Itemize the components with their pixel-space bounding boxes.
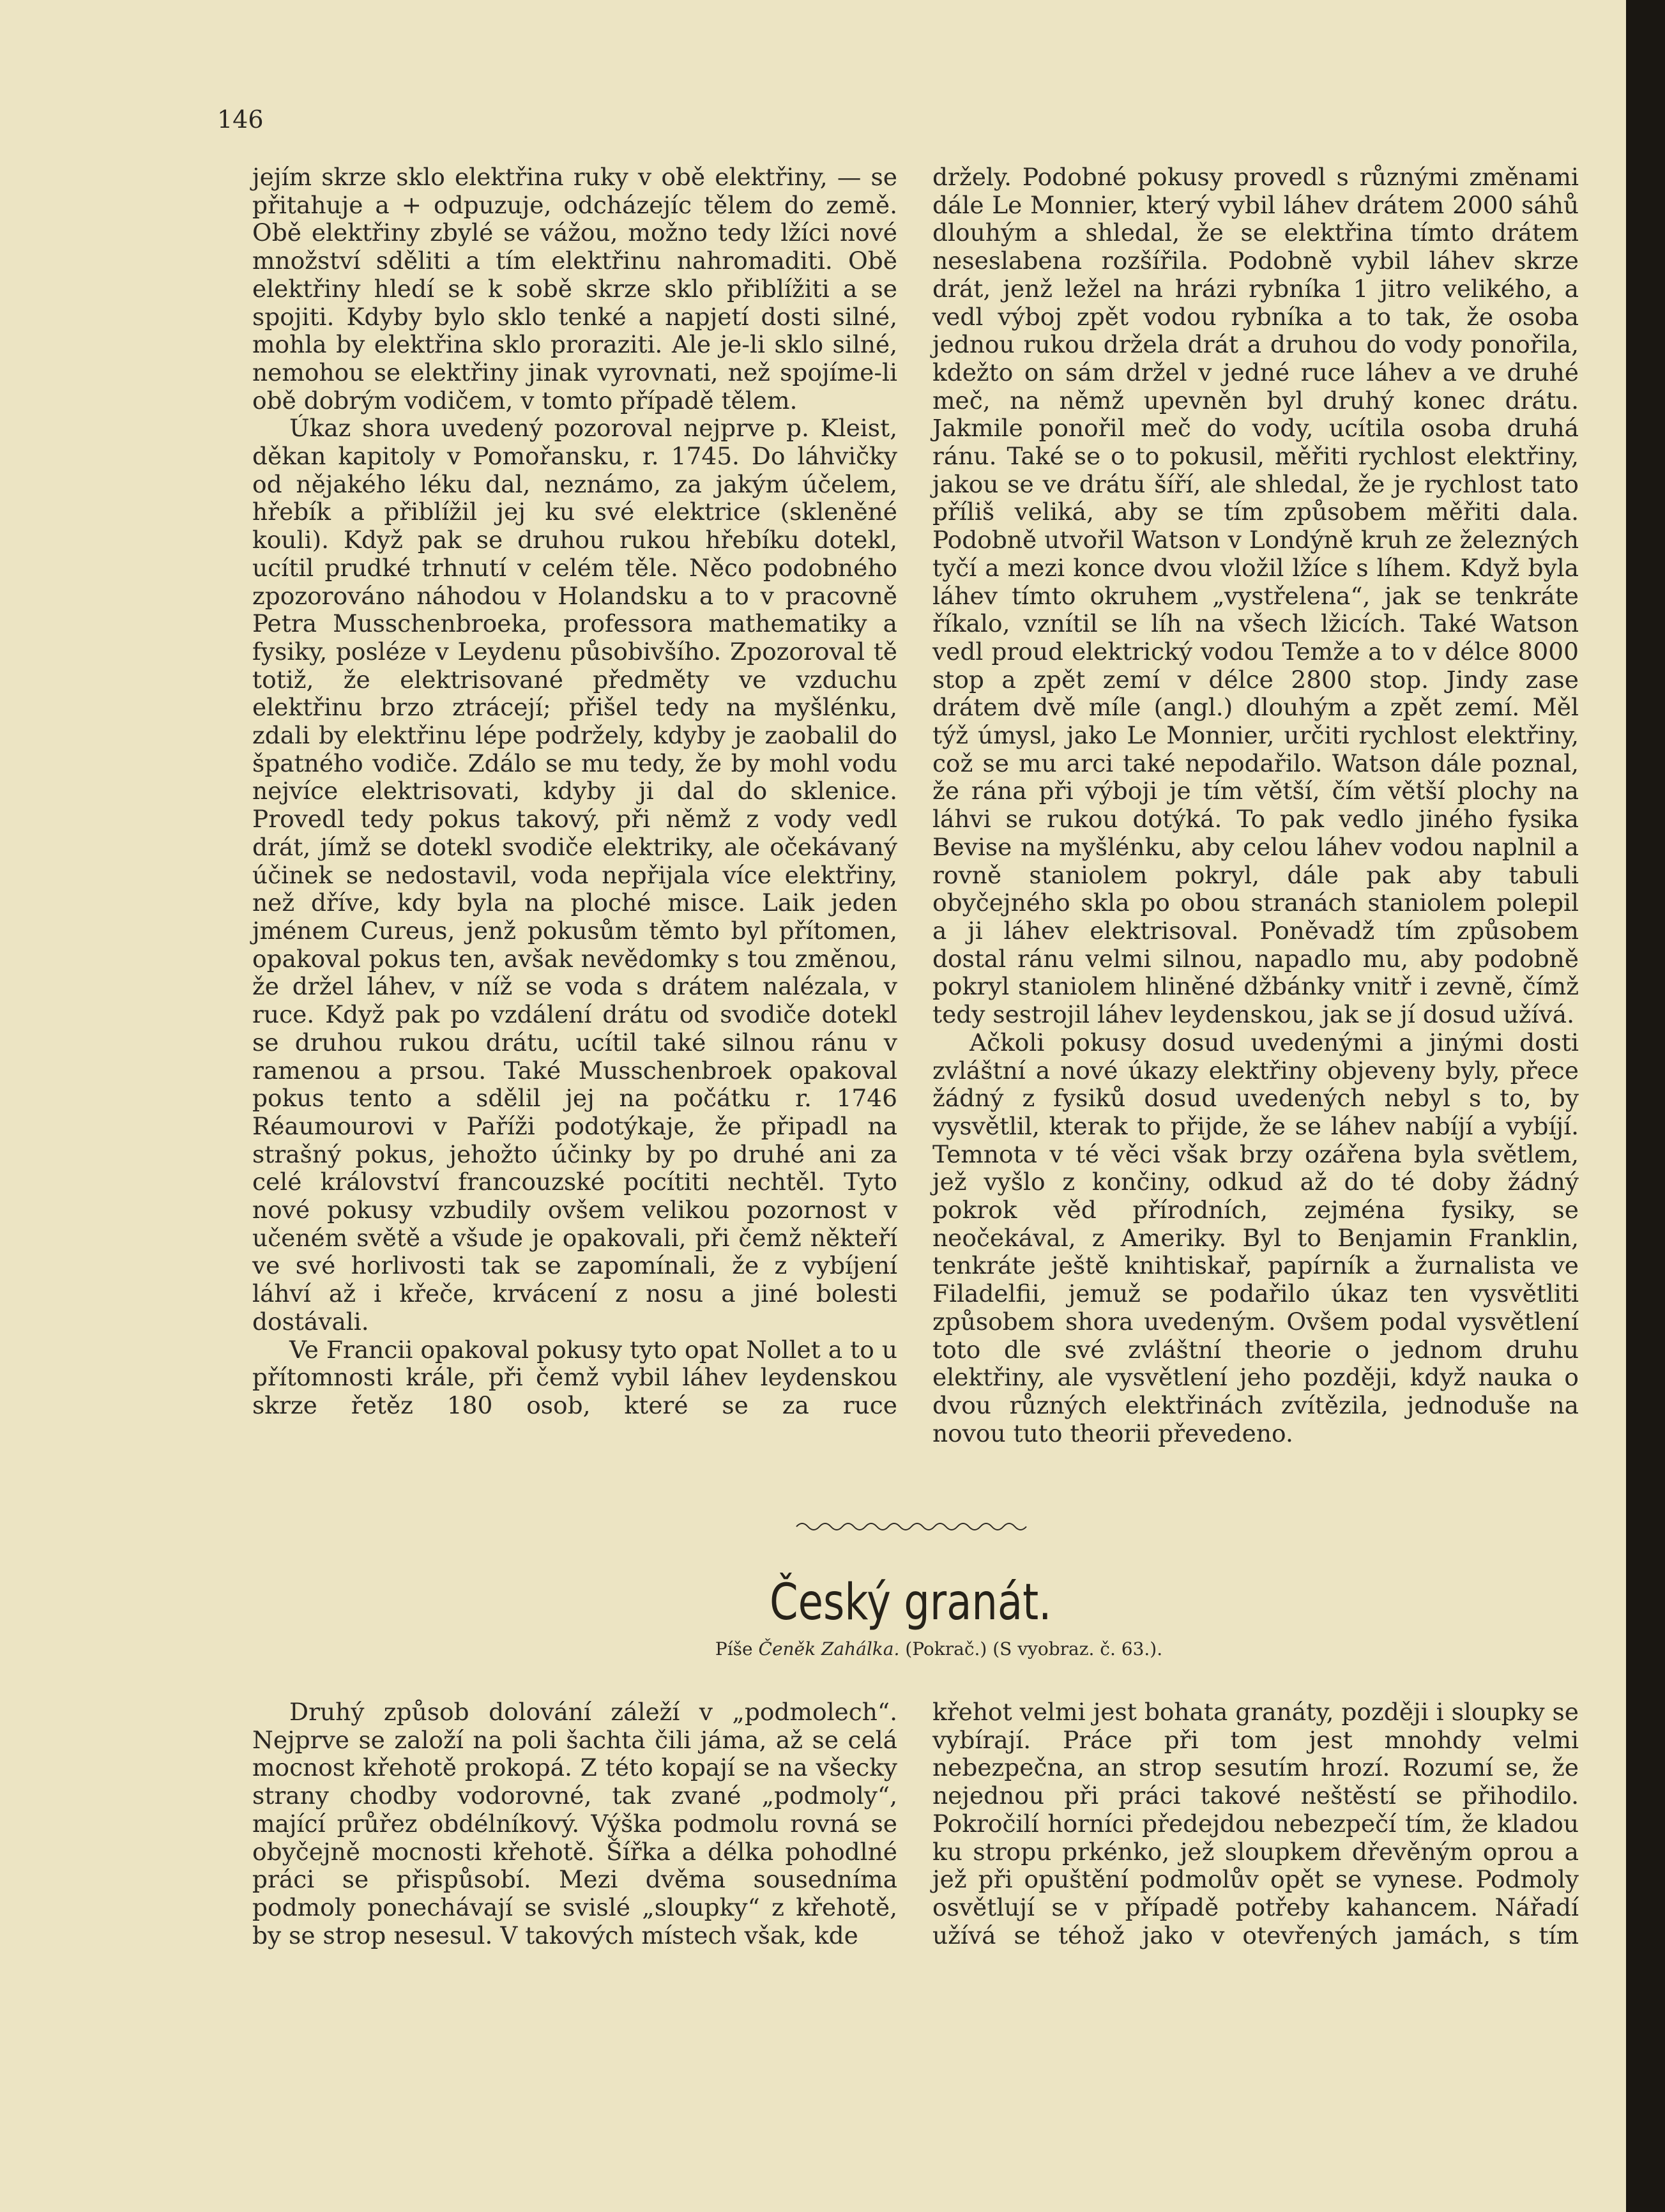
paragraph: Ačkoli pokusy dosud uvedenými a jinými dosti zvláštní a nové úkazy elektřiny objeveny byly, přece žádný z fysiků dosud uvedených nebyl s to, by vysvětlil, kterak to přijde, že se láhev nabíjí a vybíjí. Temnota v té věci však brzy ozářena byla světlem, jež vyšlo z končiny, odkud až do té doby žádný pokrok věd přírodních, zejména fysiky, se neočekával, z Ameriky. Byl to Benjamin Franklin, tenkráte ještě knihtiskař, papírník a žurnalista ve Filadelfii, jemuž se podařilo úkaz ten vysvětliti způsobem shora uvedeným. Ovšem podal vysvětlení toto dle své zvláštní theorie o jednom druhu elektřiny, ale vysvětlení jeho později, když nauka o dvou různých elektřinách zvítězila, jednoduše na novou tuto theorii převedeno. xyxy=(932,1028,1579,1447)
top-right-column xyxy=(932,164,1579,1447)
paragraph: držely. Podobné pokusy provedl s různými změnami dále Le Monnier, který vybil láhev drátem 2000 sáhů dlouhým a shledal, že se elektřina tímto drátem neseslabena rozšířila. Podobně vybil láhev skrze drát, jenž ležel na hrázi rybníka 1 jitro velikého, a vedl výboj zpět vodou rybníka a to tak, že osoba jednou rukou držela drát a druhou do vody ponořila, kdežto on sám držel v jedné ruce láhev a ve druhé meč, na němž upevněn byl druhý konec drátu. Jakmile ponořil meč do vody, ucítila osoba druhá ránu. Také se o to pokusil, měřiti rychlost elektřiny, jakou se ve drátu šíří, ale shledal, že je rychlost tato příliš veliká, aby se tím způsobem měřiti dala. Podobně utvořil Watson v Londýně kruh ze železných tyčí a mezi konce dvou vložil lžíce s líhem. Když byla láhev tímto okruhem „vystřelena“, jak se tenkráte říkalo, vznítil se líh na všech lžicích. Také Watson vedl proud elektrický vodou Temže a to v délce 8000 stop a zpět zemí v délce 2800 stop. Jindy zase drátem dvě míle (angl.) dlouhým a zpět zemí. Měl týž úmysl, jako Le Monnier, určiti rychlost elektřiny, což se mu arci také nepodařilo. Watson dále poznal, že rána při výboji je tím větší, čím větší plochy na láhvi se rukou dotýká. To pak vedlo jiného fysika Bevise na myšlénku, aby celou láhev vodou naplnil a rovně staniolem pokryl, dále pak aby tabuli obyčejného skla po obou stranách staniolem polepil a ji láhev elektrisoval. Poněvadž tím způsobem dostal ránu velmi silnou, napadlo mu, aby podobně pokryl staniolem hliněné džbánky vnitř i zevně, čímž tedy sestrojil láhev leydenskou, jak se jí dosud užívá. xyxy=(932,163,1579,1029)
byline-prefix: Píše xyxy=(715,1638,753,1659)
byline-suffix: (Pokrač.) (S vyobraz. č. 63.). xyxy=(905,1638,1163,1659)
paragraph: Úkaz shora uvedený pozoroval nejprve p. Kleist, děkan kapitoly v Pomořansku, r. 1745. Do láhvičky od nějakého léku dal, neznámo, za jakým účelem, hřebík a přiblížil jej ku své elektrice (skleněné kouli). Když pak se druhou rukou hřebíku dotekl, ucítil prudké trhnutí v celém těle. Něco podobného zpozorováno náhodou v Holandsku a to v pracovně Petra Musschenbroeka, professora mathematiky a fysiky, posléze v Leydenu působivšího. Zpozoroval tě totiž, že elektrisované předměty ve vzduchu elektřinu brzo ztrácejí; přišel tedy na myšlénku, zdali by elektřinu lépe podržely, kdyby je zaobalil do špatného vodiče. Zdálo se mu tedy, že by mohl vodu nejvíce elektrisovati, kdyby ji dal do sklenice. Provedl tedy pokus takový, při němž z vody vedl drát, jímž se dotekl svodiče elektriky, ale očekávaný účinek se nedostavil, voda nepřijala více elektřiny, než dříve, kdy byla na ploché misce. Laik jeden jménem Cureus, jenž pokusům těmto byl přítomen, opakoval pokus ten, avšak nevědomky s tou změnou, že držel láhev, v níž se voda s drátem nalézala, v ruce. Když pak po vzdálení drátu od svodiče dotekl se druhou rukou drátu, ucítil také silnou ránu v ramenou a prsou. Také Musschenbroek opakoval pokus tento a sdělil jej na počátku r. 1746 Réaumourovi v Paříži podotýkaje, že připadl na strašný pokus, jehožto účinky by po druhé ani za celé království francouzské pocítiti nechtěl. Tyto nové pokusy vzbudily ovšem velikou pozornost v učeném světě a všude je opakovali, při čemž někteří ve své horlivosti tak se zapomínali, že z vybíjení láhví až i křeče, krvácení z nosu a jiné bolesti dostávali. xyxy=(252,414,897,1336)
paragraph: jejím skrze sklo elektřina ruky v obě elektřiny, — se přitahuje a + odpuzuje, odcházejíc tělem do země. Obě elektřiny zbylé se vážou, možno tedy lžíci nové množství sděliti a tím elektřinu nahromaditi. Obě elektřiny hledí se k sobě skrze sklo přiblížiti a se spojiti. Kdyby bylo sklo tenké a napjetí dosti silné, mohla by elektřina sklo proraziti. Ale je-li sklo silné, nemohou se elektřiny jinak vyrovnati, než spojíme-li obě dobrým vodičem, v tomto případě tělem. xyxy=(252,163,897,415)
byline-author: Čeněk Zahálka. xyxy=(758,1638,900,1659)
wavy-divider-ornament xyxy=(795,1519,1031,1534)
top-left-column xyxy=(252,164,897,1420)
paragraph: Ve Francii opakoval pokusy tyto opat Nollet a to u přítomnosti krále, při čemž vybil láhev leydenskou skrze řetěz 180 osob, které se za ruce xyxy=(252,1335,897,1419)
page-number: 146 xyxy=(217,105,264,133)
bottom-right-column xyxy=(932,1698,1579,1949)
paragraph: křehot velmi jest bohata granáty, později i sloupky se vybírají. Práce při tom jest mnohdy velmi nebezpečna, an strop sesutím hrozí. Rozumí se, že nejednou při práci takové neštěstí se přihodilo. Pokročilí horníci předejdou nebezpečí tím, že kladou ku stropu prkénko, jež sloupkem dřevěným oprou a jež při opuštění podmolův opět se vynese. Podmoly osvětlují se v případě potřeby kahancem. Nářadí užívá se téhož jako v otevřených jamách, s tím xyxy=(932,1698,1579,1949)
article-byline xyxy=(651,1638,1226,1659)
bottom-left-column xyxy=(252,1698,897,1949)
paragraph: Druhý způsob dolování záleží v „podmolech“. Nejprve se založí na poli šachta čili jáma, až se celá mocnost křehotě prokopá. Z této kopají se na všecky strany chodby vodorovné, tak zvané „podmoly“, mající průřez obdélníkový. Výška podmolu rovná se obyčejně mocnosti křehotě. Šířka a délka pohodlné práci se přispůsobí. Mezi dvěma sousedníma podmoly ponechávají se svislé „sloupky“ z křehotě, by se strop nesesul. V takových místech však, kde xyxy=(252,1698,897,1949)
article-title: Český granát. xyxy=(770,1574,1052,1631)
